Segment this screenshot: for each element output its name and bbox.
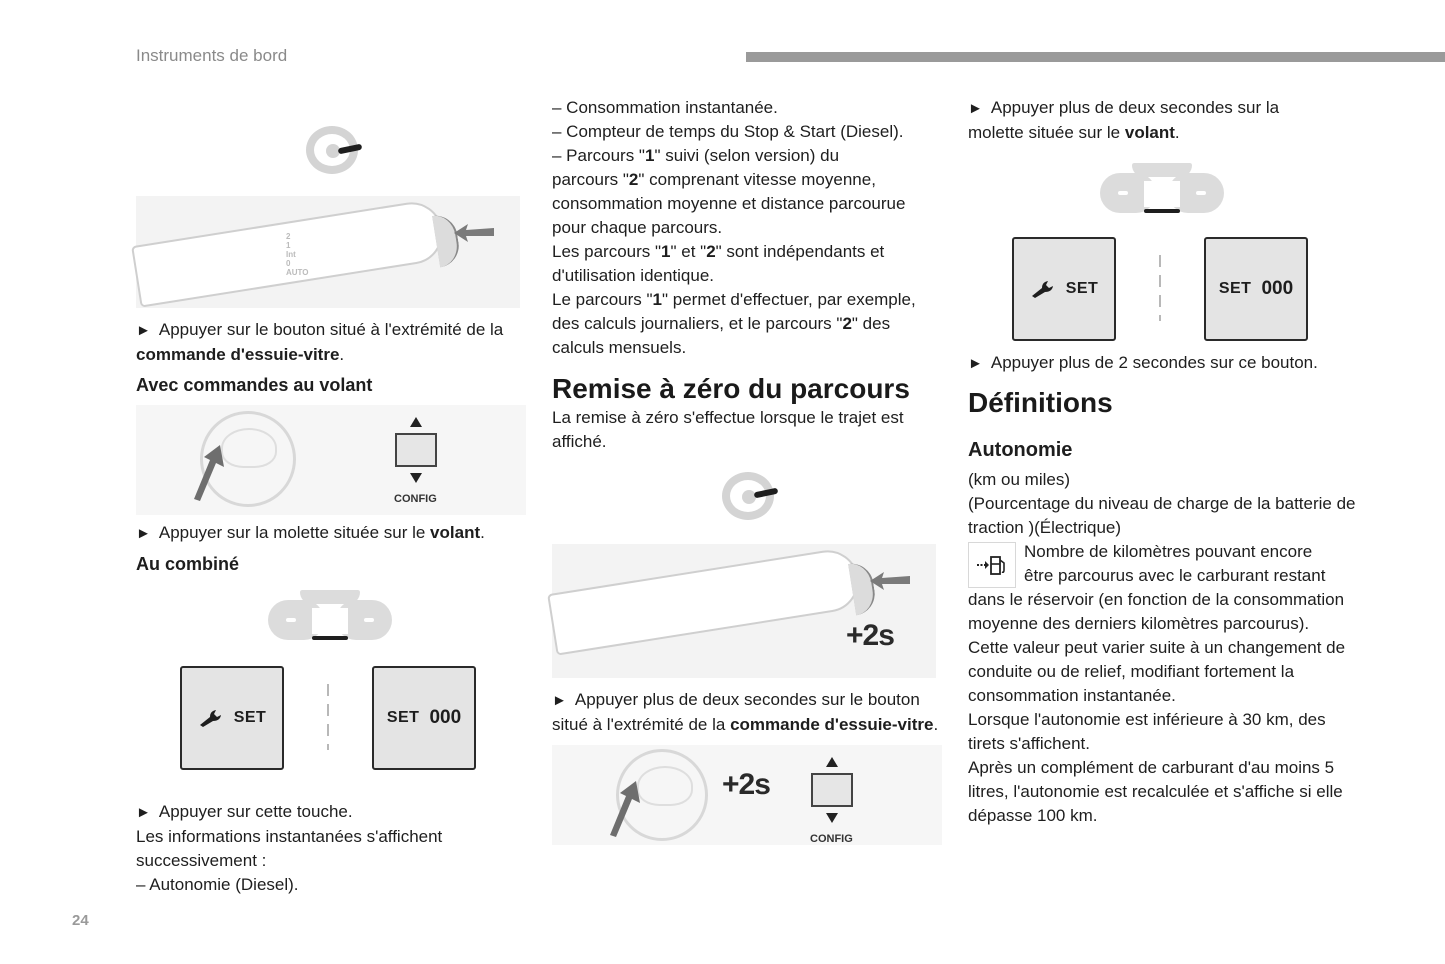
config-label: CONFIG [394, 493, 437, 505]
hold-2s-badge: +2s [846, 619, 894, 652]
step-press-wheel: ► Appuyer sur la molette située sur le volant. [136, 523, 485, 542]
separator [1159, 255, 1161, 321]
bullet-arrow-icon: ► [136, 804, 151, 821]
step-press-stalk-button: ► Appuyer sur le bouton situé à l'extrémité de la commande d'essuie-vitre. [136, 320, 504, 364]
list-item-consumption: – Consommation instantanée. [552, 98, 778, 117]
press-arrow-icon [194, 445, 224, 501]
bullet-arrow-icon: ► [968, 100, 983, 117]
heading-definitions: Définitions [968, 387, 1113, 418]
config-thumbwheel [395, 433, 437, 467]
instrument-cluster-icon [1100, 163, 1224, 213]
steering-controls-figure [136, 405, 526, 515]
config-thumbwheel [811, 773, 853, 807]
heading-trip-reset: Remise à zéro du parcours [552, 373, 910, 404]
scroll-down-icon [410, 473, 422, 483]
step-hold-wheel: ► Appuyer plus de deux secondes sur la molette située sur le volant. [968, 98, 1280, 142]
header-bar [746, 52, 1445, 62]
set-menu-button[interactable]: SET [180, 666, 284, 770]
set-000-display: SET 000 [372, 666, 476, 770]
heading-steering-controls: Avec commandes au volant [136, 375, 373, 395]
trips-usage-text: Le parcours "1" permet d'effectuer, par exemple, des calculs journaliers, et le parcours "2" des calculs mensuels. [552, 290, 916, 357]
wrench-icon [198, 709, 224, 727]
bullet-arrow-icon: ► [136, 525, 151, 542]
instrument-cluster-icon [268, 590, 392, 640]
info-text-2: successivement : [136, 851, 267, 870]
info-text-1: Les informations instantanées s'affichent [136, 827, 443, 846]
range-description: Nombre de kilomètres pouvant encore être parcourus avec le carburant restant [968, 540, 1358, 588]
electric-note: (Pourcentage du niveau de charge de la batterie de traction )(Électrique) [968, 494, 1356, 537]
scroll-up-icon [410, 417, 422, 427]
reset-intro-text: La remise à zéro s'effectue lorsque le trajet est affiché. [552, 408, 904, 451]
wrench-icon [1030, 280, 1056, 298]
hold-2s-badge: +2s [722, 768, 770, 801]
steering-hold-figure [552, 745, 942, 845]
press-arrow-icon [870, 572, 910, 590]
press-arrow-icon [610, 781, 640, 837]
column-1 [136, 96, 526, 897]
step-hold-stalk-button: ► Appuyer plus de deux secondes sur le bouton situé à l'extrémité de la commande d'essuie-vitre. [552, 690, 939, 734]
list-item-trip: – Parcours "1" suivi (selon version) du parcours "2" comprenant vitesse moyenne, consommation moyenne et distance parcourue pour chaque parcours. [552, 146, 906, 237]
press-arrow-icon [454, 224, 494, 242]
heading-autonomy: Autonomie [968, 439, 1073, 461]
bullet-arrow-icon: ► [552, 692, 567, 709]
scroll-down-icon [826, 813, 838, 823]
unit-note: (km ou miles) [968, 470, 1071, 489]
config-label: CONFIG [810, 833, 853, 845]
stalk-hold-figure [552, 454, 942, 688]
variation-note: Cette valeur peut varier suite à un changement de conduite ou de relief, modifiant fortement la consommation instantanée. [968, 638, 1346, 705]
list-item-autonomy: – Autonomie (Diesel). [136, 875, 299, 894]
separator [327, 684, 329, 750]
bullet-arrow-icon: ► [968, 355, 983, 372]
trips-independent-text: Les parcours "1" et "2" sont indépendants et d'utilisation identique. [552, 242, 885, 285]
bullet-arrow-icon: ► [136, 322, 151, 339]
column-3 [968, 96, 1358, 828]
column-2 [552, 96, 942, 845]
low-range-note: Lorsque l'autonomie est inférieure à 30 km, des tirets s'affichent. [968, 710, 1326, 753]
range-description-cont: dans le réservoir (en fonction de la consommation moyenne des derniers kilomètres parcourus). [968, 590, 1345, 633]
wiper-stalk-figure [136, 96, 526, 312]
section-title: Instruments de bord [136, 46, 288, 65]
stalk-position-labels: 2 1 Int 0 AUTO [286, 232, 309, 277]
step-press-key: ► Appuyer sur cette touche. [136, 802, 353, 821]
heading-instrument-cluster: Au combiné [136, 554, 240, 574]
cluster-figure [968, 145, 1358, 351]
refuel-note: Après un complément de carburant d'au moins 5 litres, l'autonomie est recalculée et s'affiche si elle dépasse 100 km. [968, 758, 1343, 825]
cluster-figure [136, 576, 526, 800]
set-000-display: SET 000 [1204, 237, 1308, 341]
step-hold-button: ► Appuyer plus de 2 secondes sur ce bouton. [968, 353, 1318, 372]
scroll-up-icon [826, 757, 838, 767]
page-number: 24 [72, 912, 89, 929]
fuel-range-icon [968, 542, 1016, 588]
set-menu-button[interactable]: SET [1012, 237, 1116, 341]
list-item-stop-start: – Compteur de temps du Stop & Start (Diesel). [552, 122, 904, 141]
